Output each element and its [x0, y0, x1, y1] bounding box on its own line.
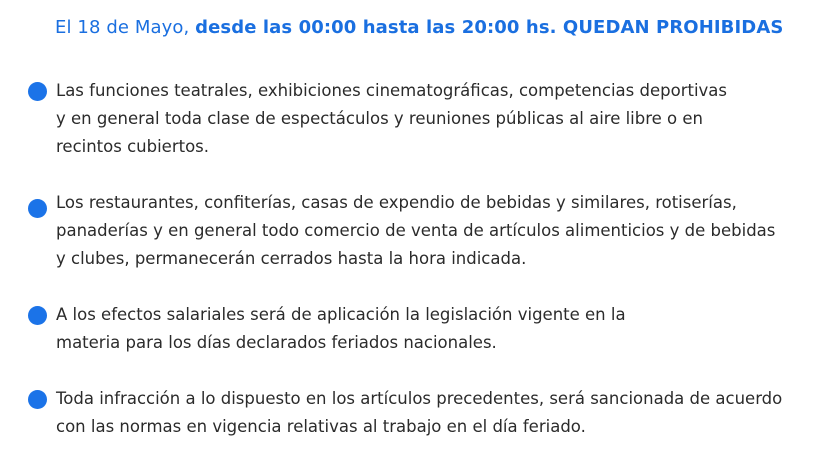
title-emphasis: desde las 00:00 hasta las 20:00 hs. QUEDAN PROHIBIDAS: [195, 17, 784, 38]
item-line: materia para los días declarados feriados nacionales.: [56, 333, 497, 352]
item-line: y en general toda clase de espectáculos y reuniones públicas al aire libre o en: [56, 109, 704, 128]
title-date: El 18 de Mayo,: [55, 17, 190, 38]
page-title: [55, 17, 783, 38]
list-item-text: [56, 301, 626, 357]
item-line: Los restaurantes, confiterías, casas de expendio de bebidas y similares, rotiserías,: [56, 193, 737, 212]
list-item-text: [56, 189, 775, 273]
bullet-dot-icon: [28, 82, 47, 101]
item-line: Las funciones teatrales, exhibiciones cinematográficas, competencias deportivas: [56, 81, 728, 100]
item-line: panaderías y en general todo comercio de venta de artículos alimenticios y de bebidas: [56, 221, 776, 240]
item-line: con las normas en vigencia relativas al trabajo en el día feriado.: [56, 417, 586, 436]
item-line: recintos cubiertos.: [56, 137, 210, 156]
list-item-text: [56, 77, 727, 161]
bullet-dot-icon: [28, 306, 47, 325]
item-line: Toda infracción a lo dispuesto en los artículos precedentes, será sancionada de acuerdo: [56, 389, 783, 408]
bullet-dot-icon: [28, 199, 47, 218]
list-item-text: [56, 385, 782, 441]
item-line: A los efectos salariales será de aplicación la legislación vigente en la: [56, 305, 626, 324]
bullet-dot-icon: [28, 390, 47, 409]
item-line: y clubes, permanecerán cerrados hasta la hora indicada.: [56, 249, 527, 268]
